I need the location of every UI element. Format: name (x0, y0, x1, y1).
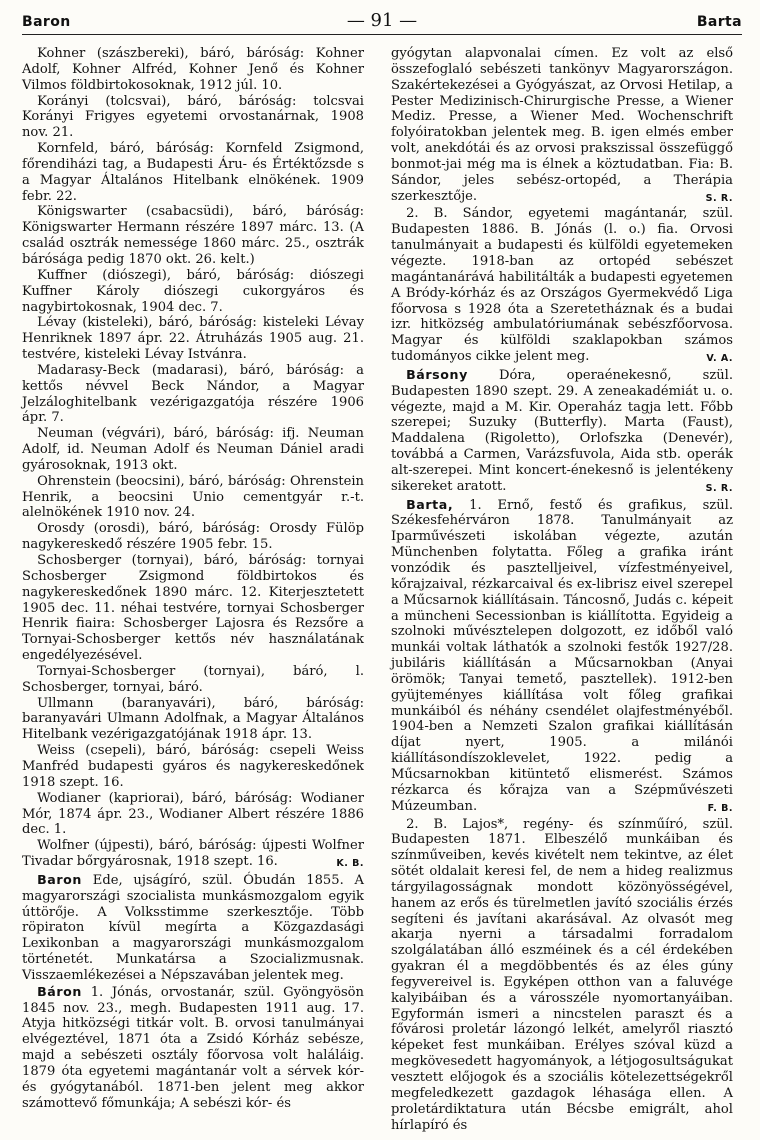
entry-signature: S. R. (705, 482, 733, 494)
entry-text: Lévay (kisteleki), báró, báróság: kisteleki Lévay Henriknek 1897 ápr. 22. Átruházás 1905 aug. 21. testvére, kisteleki Lévay Istvánra. (22, 315, 364, 363)
entry-levay (22, 315, 364, 363)
entry-kuffner (22, 268, 364, 316)
entry-tornyai (22, 664, 364, 696)
entry-text: 2. B. Lajos*, regény- és színműíró, szül. Budapesten 1871. Elbeszélő munkáiban és színműveiben, kevés kivételt nem tekintve, az élet sötét oldalait keresi fel, de nem a hideg realizmus tárgyilagosságnak mondott közönyösségével, hanem az erős és türelmetlen javító szociális érzés segíteni és javítani akarásával. Az olvasót meg akarja nyerni a társadalmi forradalom szolgálatában álló eszméinek és a cél érdekében gyakran él a megdöbbentés és az éles gúny fegyvereivel is. Egyképen otthon van a faluvége kalyibáiban és a városszéle nyomortanyáiban. Egyformán ismeri a nincstelen paraszt és a fővárosi proletár lázongó lelkét, amelyről riasztó képeket fest munkáiban. Erélyes szóval küzd a megkövesedett hagyományok, a létjogosultságukat vesztett előjogok és a szociális kötelezettségekről megfeledkezett gazdagok léhasága ellen. A proletárdiktatura után Bécsbe emigrált, ahol hírlapíró és (391, 816, 733, 1133)
entry-text: Neuman (végvári), báró, báróság: ifj. Neuman Adolf, id. Neuman Adolf és Neuman Dániel aradi gyárosoknak, 1913 okt. (22, 426, 364, 473)
entry-text: Weiss (csepeli), báró, báróság: csepeli Weiss Manfréd budapesti gyáros és nagykereskedőnek 1918 szept. 16. (22, 743, 364, 790)
entry-text: Wolfner (újpesti), báró, báróság: újpesti Wolfner Tivadar bőrgyárosnak, 1918 szept. 16. (22, 838, 364, 870)
entry-text: Schosberger (tornyai), báró, báróság: tornyai Schosberger Zsigmond földbirtokos és nagykereskedőnek 1890 márc. 12. Kiterjesztetett 1905 dec. 11. néhai testvére, tornyai Schosberger Henrik fiaira: Schosberger Lajosra és Rezsőre a Tornyai-Schosberger kettős név használatának engedélyezésével. (22, 553, 364, 664)
entry-headword: Bársony (406, 366, 468, 382)
entry-text: 1. Jónás, orvostanár, szül. Gyöngyösön 1845 nov. 23., megh. Budapesten 1911 aug. 17. Atyja hitközségi titkár volt. B. orvosi tanulmányai elvégeztével, 1871 óta a Zsidó Kórház sebésze, majd a sebészeti osztály főorvosa volt haláláig. 1879 óta egyetemi magántanár volt a sérvek kór- és gyógytanából. 1871-ben jelent meg akkor számottevő főmunkája; A sebészi kór- és (22, 984, 364, 1111)
right-column (391, 46, 733, 1133)
entry-signature: F. B. (707, 802, 733, 814)
entry-baron-jonas (22, 984, 364, 1112)
entry-signature: V. A. (706, 353, 733, 365)
entry-konigswarter (22, 204, 364, 267)
entry-signature: K. B. (336, 858, 364, 870)
page-header (22, 8, 742, 35)
entry-text: Madarasy-Beck (madarasi), báró, báróság: a kettős névvel Beck Nándor, a Magyar Jelzáloghitelbank vezérigazgatója részére 1906 ápr. 7. (22, 362, 364, 426)
entry-signature: S. R. (705, 192, 733, 204)
entry-neuman (22, 426, 364, 474)
entry-text: Orosdy (orosdi), báró, báróság: Orosdy Fülöp nagykereskedő részére 1905 febr. 15. (22, 521, 364, 553)
entry-text: Korányi (tolcsvai), báró, báróság: tolcsvai Korányi Frigyes egyetemi orvostanárnak, 1908 nov. 21. (22, 93, 364, 141)
entry-kornfeld (22, 141, 364, 204)
entry-schosberger (22, 553, 364, 664)
entry-wolfner (22, 838, 364, 872)
entry-headword: Báron (37, 983, 82, 999)
entry-text: Ullmann (baranyavári), báró, báróság: baranyavári Ulmann Adolfnak, a Magyar Általános Hitelbank vezérigazgatójának 1918 ápr. 13. (22, 695, 364, 743)
entry-ullmann (22, 696, 364, 744)
entry-text: Kohner (szászbereki), báró, báróság: Kohner Adolf, Kohner Alfréd, Kohner Jenő és Kohner Vilmos földbirtokosoknak, 1912 júl. 10. (22, 46, 364, 93)
running-head-right: Barta (696, 14, 742, 30)
entry-kohner (22, 46, 364, 94)
entry-jonas-cont (391, 46, 733, 206)
entry-text: Königswarter (csabacsüdi), báró, báróság: Königswarter Hermann részére 1897 márc. 13. (A család osztrák nemessége 1860 márc. 25., osztrák bárósága pedig 1870 okt. 26. kelt.) (22, 204, 364, 267)
entry-wodianer (22, 791, 364, 839)
entry-ohrenstein (22, 474, 364, 522)
entry-text: Ohrenstein (beocsini), báró, báróság: Ohrenstein Henrik, a beocsini Unio cementgyár r.-t. alelnökének 1910 nov. 24. (22, 473, 364, 521)
entry-text: 1. Ernő, festő és grafikus, szül. Székesfehérváron 1878. Tanulmányait az Iparművészeti iskolában végezte, azután Münchenben folytatta. Főleg a grafika iránt vonzódik és pasztelljeivel, vízfestményeivel, kőrajzaival, rézkarcaival és ex-librisz eivel szerepel a Műcsarnok kiállításain. Táncosnő, Judás c. képeit a müncheni Secessionban is kiállította. Egyideig a szolnoki művésztelepen dolgozott, ez időből való munkái voltak láthatók a szolnoki festők 1927/28. jubiláris kiállításán a Műcsarnokban (Anyai örömök; Tanyai temető, pasztellek). 1912-ben gyüjteményes kiállítása volt főleg grafikai munkáiból és néhány csendélet olajfestményéből. 1904-ben a Nemzeti Szalon grafikai kiállításán díjat nyert, 1905. a milánói kiállításondíszoklevelet, 1922. pedig a Műcsarnokban kitüntető elismerést. Számos rézkarca és kőrajza van a Szépművészeti Múzeumban. (391, 497, 733, 814)
page-number: — 91 — (346, 10, 418, 31)
entry-koranyi (22, 94, 364, 142)
running-head-left: Baron (22, 14, 71, 30)
entry-text: Kuffner (diószegi), báró, báróság: diószegi Kuffner Károly diószegi cukorgyáros és nagybirtokosnak, 1904 dec. 7. (22, 267, 364, 315)
entry-barta-lajos (391, 817, 733, 1134)
left-column (22, 46, 364, 1112)
entry-barsony (391, 367, 733, 497)
entry-weiss (22, 743, 364, 791)
entry-text: Wodianer (kapriorai), báró, báróság: Wodianer Mór, 1874 ápr. 23., Wodianer Albert részére 1886 dec. 1. (22, 790, 364, 838)
entry-madarasy (22, 363, 364, 426)
entry-text: Ede, ujságíró, szül. Óbudán 1855. A magyarországi szocialista munkásmozgalom egyik úttörője. A Volksstimme szerkesztője. Több röpiraton kívül megírta a Közgazdasági Lexikonban a magyarországi munkásmozgalom történetét. Munkatársa a Szocializmusnak. Visszaemlékezései a Népszavában jelentek meg. (22, 872, 364, 983)
entry-sandor (391, 206, 733, 366)
entry-barta-erno (391, 497, 733, 817)
entry-headword: Baron (37, 871, 82, 887)
entry-text: Kornfeld, báró, báróság: Kornfeld Zsigmond, főrendiházi tag, a Budapesti Áru- és Értéktőzsde s a Magyar Általános Hitelbank elnökének. 1909 febr. 22. (22, 141, 364, 204)
entry-baron-ede (22, 872, 364, 984)
entry-text: 2. B. Sándor, egyetemi magántanár, szül. Budapesten 1886. B. Jónás (l. o.) fia. Orvosi tanulmányait a budapesti és külföldi egyetemeken végezte. 1918-ban az ortopéd sebészet magántanárává habilitálták a budapesti egyetemen A Bródy-kórház és az Országos Gyermekvédő Liga főorvosa s 1928 óta a Szeretetháznak és a budai izr. hitközség ambulatóriumának sebészfőorvosa. Magyar és külföldi szaklapokban számos tudományos cikke jelent meg. (391, 206, 733, 365)
entry-text: Dóra, operaénekesnő, szül. Budapesten 1890 szept. 29. A zeneakadémiát u. o. végezte, majd a M. Kir. Operaház tagja lett. Főbb szerepei; Suzuky (Butterfly). Marta (Faust), Maddalena (Rigoletto), Orlofszka (Denevér), továbbá a Carmen, Varázsfuvola, Aida stb. operák alt-szerepei. Mint koncert-énekesnő is jelentékeny sikereket aratott. (391, 367, 733, 494)
entry-text: gyógytan alapvonalai címen. Ez volt az első összefoglaló sebészeti tankönyv Magyarországon. Szakértekezései a Gyógyászat, az Orvosi Hetilap, a Pester Medizinisch-Chirurgische Presse, a Wiener Mediz. Presse, a Wiener Med. Wochenschrift folyóiratokban jelentek meg. B. igen elmés ember volt, anekdótái és az orvosi prakszissal összefüggő bonmot-jai még ma is élnek a köztudatban. Fia: B. Sándor, jeles sebész-ortopéd, a Therápia szerkesztője. (391, 46, 733, 204)
entry-headword: Barta, (406, 496, 454, 512)
entry-text: Tornyai-Schosberger (tornyai), báró, l. Schosberger, tornyai, báró. (22, 663, 364, 695)
entry-orosdy (22, 521, 364, 553)
